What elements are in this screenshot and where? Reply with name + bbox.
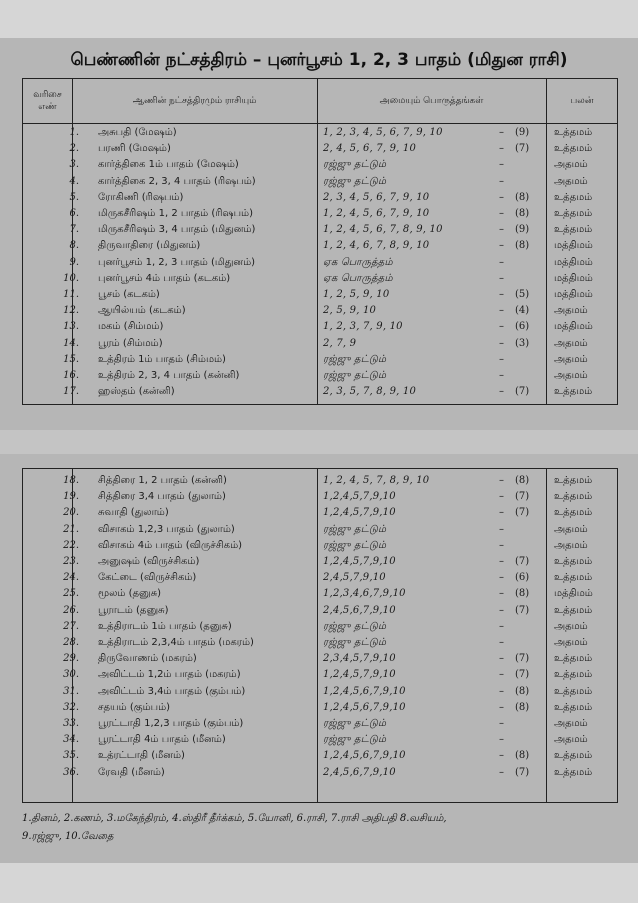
row-number: 23. — [63, 556, 79, 567]
row-star: கார்த்திகை 2, 3, 4 பாதம் (ரிஷபம்) — [98, 175, 256, 187]
row-star: விசாகம் 4ம் பாதம் (விருச்சிகம்) — [98, 539, 243, 551]
row-result: அதமம் — [554, 353, 588, 365]
table-row — [23, 190, 617, 206]
row-result: அதமம் — [554, 637, 588, 648]
row-result: உத்தமம் — [554, 750, 593, 762]
row-result: உத்தமம் — [554, 475, 593, 486]
row-star: உத்திராடம் 2,3,4ம் பாதம் (மகரம்) — [98, 637, 254, 648]
row-number: 21. — [63, 523, 79, 535]
row-number: 27. — [63, 620, 79, 632]
row-number: 7. — [69, 224, 79, 236]
row-number: 34. — [63, 734, 79, 746]
row-result: உத்தமம் — [554, 143, 593, 155]
row-match: 1, 2, 4, 5, 6, 7, 9, 10 — [323, 208, 430, 219]
row-count: (8) — [515, 208, 530, 219]
row-star: மிருகசீரிஷம் 1, 2 பாதம் (ரிஷபம்) — [98, 208, 254, 219]
row-match: 2,4,5,6,7,9,10 — [323, 604, 396, 616]
row-count: (8) — [515, 750, 530, 762]
row-match: ரஜ்ஜு தட்டும் — [323, 734, 387, 746]
row-match: 1,2,4,5,7,9,10 — [323, 507, 396, 519]
table-row — [23, 554, 617, 570]
table-row — [23, 635, 617, 651]
row-number: 31. — [63, 685, 79, 697]
row-star: உத்ரட்டாதி (மீனம்) — [98, 750, 185, 762]
row-result: அதமம் — [554, 718, 588, 729]
row-result: உத்தமம் — [554, 653, 593, 665]
row-match: ரஜ்ஜு தட்டும் — [323, 620, 387, 632]
row-count: (7) — [515, 669, 530, 681]
table-row — [23, 141, 617, 157]
row-dash: – — [499, 523, 504, 535]
row-match: ஏக பொருத்தம் — [323, 256, 393, 268]
row-match: 1,2,4,5,6,7,9,10 — [323, 750, 406, 762]
row-result: அதமம் — [554, 305, 588, 317]
table-row — [23, 586, 617, 602]
row-star: ரேவதி (மீனம்) — [98, 766, 165, 778]
table-header — [23, 79, 617, 124]
row-star: பூரட்டாதி 4ம் பாதம் (மீனம்) — [98, 734, 226, 746]
row-result: மத்திமம் — [554, 240, 593, 252]
row-result: உத்தமம் — [554, 191, 593, 203]
row-dash: – — [499, 491, 504, 503]
row-count: (7) — [515, 507, 530, 519]
row-result: மத்திமம் — [554, 256, 593, 268]
row-count: (6) — [515, 321, 530, 333]
header-result: பலன் — [570, 96, 594, 106]
row-count: (8) — [515, 475, 530, 486]
row-count: (7) — [515, 386, 530, 398]
table-row — [23, 157, 617, 173]
header-no: வரிசை எண் — [33, 90, 62, 112]
row-count: (7) — [515, 604, 530, 616]
row-dash: – — [499, 321, 504, 333]
row-dash: – — [499, 669, 504, 681]
row-match: 2, 3, 4, 5, 6, 7, 9, 10 — [323, 191, 430, 203]
row-star: பூரம் (சிம்மம்) — [98, 337, 163, 349]
row-match: 1, 2, 3, 4, 5, 6, 7, 9, 10 — [323, 127, 443, 138]
row-star: கார்த்திகை 1ம் பாதம் (மேஷம்) — [98, 159, 239, 171]
row-dash: – — [499, 750, 504, 762]
row-count: (7) — [515, 491, 530, 503]
table-row — [23, 522, 617, 538]
row-count: (8) — [515, 588, 530, 600]
row-count: (5) — [515, 289, 530, 300]
row-result: அதமம் — [554, 337, 588, 349]
row-number: 24. — [63, 572, 79, 584]
row-number: 33. — [63, 718, 79, 729]
table-row — [23, 667, 617, 683]
row-dash: – — [499, 175, 504, 187]
row-result: உத்தமம் — [554, 685, 593, 697]
row-match: ஏக பொருத்தம் — [323, 272, 393, 284]
row-count: (8) — [515, 701, 530, 713]
row-result: உத்தமம் — [554, 556, 593, 567]
table-row — [23, 303, 617, 319]
row-result: அதமம் — [554, 523, 588, 535]
row-dash: – — [499, 289, 504, 300]
table-row — [23, 222, 617, 238]
table-row — [23, 570, 617, 586]
row-match: 2, 3, 5, 7, 8, 9, 10 — [323, 386, 417, 398]
row-result: உத்தமம் — [554, 224, 593, 236]
row-number: 18. — [63, 475, 79, 486]
row-match: ரஜ்ஜு தட்டும் — [323, 353, 387, 365]
row-match: 1, 2, 5, 9, 10 — [323, 289, 390, 300]
row-count: (8) — [515, 240, 530, 252]
row-result: உத்தமம் — [554, 507, 593, 519]
table-row — [23, 206, 617, 222]
row-dash: – — [499, 353, 504, 365]
row-dash: – — [499, 208, 504, 219]
row-match: 2, 4, 5, 6, 7, 9, 10 — [323, 143, 417, 155]
row-number: 26. — [63, 604, 79, 616]
table-row — [23, 765, 617, 781]
row-match: 1,2,3,4,6,7,9,10 — [323, 588, 406, 600]
row-result: உத்தமம் — [554, 127, 593, 138]
row-star: சதயம் (கும்பம்) — [98, 701, 171, 713]
table-bottom — [22, 468, 618, 803]
row-star: மகம் (சிம்மம்) — [98, 321, 164, 333]
row-result: உத்தமம் — [554, 701, 593, 713]
row-dash: – — [499, 653, 504, 665]
row-match: 1, 2, 4, 5, 7, 8, 9, 10 — [323, 475, 430, 486]
row-number: 1. — [69, 127, 79, 138]
row-star: புனர்பூசம் 1, 2, 3 பாதம் (மிதுனம்) — [98, 256, 256, 268]
row-star: புனர்பூசம் 4ம் பாதம் (கடகம்) — [98, 272, 231, 284]
row-result: அதமம் — [554, 734, 588, 746]
row-dash: – — [499, 637, 504, 648]
row-dash: – — [499, 370, 504, 381]
table-row — [23, 287, 617, 303]
row-number: 12. — [63, 305, 79, 317]
row-number: 6. — [69, 208, 79, 219]
row-match: 2,4,5,7,9,10 — [323, 572, 386, 584]
row-match: 1, 2, 4, 6, 7, 8, 9, 10 — [323, 240, 430, 252]
row-number: 30. — [63, 669, 79, 681]
row-star: பூரட்டாதி 1,2,3 பாதம் (கும்பம்) — [98, 718, 244, 729]
page-title: பெண்ணின் நட்சத்திரம் – புனர்பூசம் 1, 2, 3 பாதம் (மிதுன ராசி) — [70, 50, 568, 70]
row-star: பூசம் (கடகம்) — [98, 289, 160, 300]
row-star: மூலம் (தனுசு) — [98, 588, 162, 600]
table-row — [23, 716, 617, 732]
row-star: ஆயில்யம் (கடகம்) — [98, 305, 186, 317]
row-result: மத்திமம் — [554, 321, 593, 333]
table-row — [23, 619, 617, 635]
footer-legend — [22, 810, 622, 846]
row-number: 16. — [63, 370, 79, 381]
row-dash: – — [499, 386, 504, 398]
table-row — [23, 336, 617, 352]
row-match: 1, 2, 3, 7, 9, 10 — [323, 321, 403, 333]
row-dash: – — [499, 475, 504, 486]
row-dash: – — [499, 572, 504, 584]
row-result: அதமம் — [554, 620, 588, 632]
row-count: (7) — [515, 653, 530, 665]
footer-line-2: 9.ரஜ்ஜு, 10.வேதை — [22, 831, 114, 842]
table-row — [23, 489, 617, 505]
row-result: மத்திமம் — [554, 272, 593, 284]
table-row — [23, 238, 617, 254]
row-star: திருவோணம் (மகரம்) — [98, 653, 197, 665]
row-dash: – — [499, 604, 504, 616]
row-count: (9) — [515, 127, 530, 138]
row-star: உத்திரம் 1ம் பாதம் (சிம்மம்) — [98, 353, 226, 365]
footer-line-1: 1.தினம், 2.கணம், 3.மகேந்திரம், 4.ஸ்திரீ தீர்க்கம், 5.யோனி, 6.ராசி, 7.ராசி அதிபதி 8.வசியம், — [22, 813, 447, 824]
row-number: 14. — [63, 337, 79, 349]
row-dash: – — [499, 685, 504, 697]
table-row — [23, 473, 617, 489]
table-row — [23, 748, 617, 764]
row-number: 28. — [63, 637, 79, 648]
header-match: அமையும் பொருத்தங்கள் — [379, 96, 484, 106]
row-count: (9) — [515, 224, 530, 236]
row-count: (8) — [515, 685, 530, 697]
row-result: உத்தமம் — [554, 572, 593, 584]
row-dash: – — [499, 507, 504, 519]
row-star: உத்திரம் 2, 3, 4 பாதம் (கன்னி) — [98, 370, 240, 381]
row-dash: – — [499, 337, 504, 349]
row-number: 8. — [69, 240, 79, 252]
row-dash: – — [499, 539, 504, 551]
row-count: (7) — [515, 143, 530, 155]
row-star: சித்திரை 3,4 பாதம் (துலாம்) — [98, 491, 226, 503]
row-number: 20. — [63, 507, 79, 519]
row-number: 17. — [63, 386, 79, 398]
row-number: 32. — [63, 701, 79, 713]
row-result: உத்தமம் — [554, 491, 593, 503]
row-dash: – — [499, 159, 504, 171]
table-row — [23, 700, 617, 716]
row-result: உத்தமம் — [554, 669, 593, 681]
row-match: 1,2,4,5,7,9,10 — [323, 669, 396, 681]
table-row — [23, 368, 617, 384]
row-star: பூராடம் (தனுசு) — [98, 604, 169, 616]
table-row — [23, 271, 617, 287]
row-dash: – — [499, 588, 504, 600]
page-fold-gap — [0, 430, 638, 454]
table-row — [23, 651, 617, 667]
row-dash: – — [499, 718, 504, 729]
row-number: 29. — [63, 653, 79, 665]
row-dash: – — [499, 701, 504, 713]
row-star: கேட்டை (விருச்சிகம்) — [98, 572, 197, 584]
table-row — [23, 684, 617, 700]
row-number: 9. — [69, 256, 79, 268]
row-result: உத்தமம் — [554, 208, 593, 219]
row-result: உத்தமம் — [554, 766, 593, 778]
row-match: ரஜ்ஜு தட்டும் — [323, 637, 387, 648]
row-number: 11. — [63, 289, 79, 300]
row-dash: – — [499, 143, 504, 155]
row-result: அதமம் — [554, 159, 588, 171]
row-match: ரஜ்ஜு தட்டும் — [323, 175, 387, 187]
row-star: சுவாதி (துலாம்) — [98, 507, 169, 519]
row-match: 1,2,4,5,7,9,10 — [323, 491, 396, 503]
row-number: 22. — [63, 539, 79, 551]
row-count: (6) — [515, 572, 530, 584]
row-match: 2, 7, 9 — [323, 337, 357, 349]
row-result: மத்திமம் — [554, 588, 593, 600]
table-row — [23, 603, 617, 619]
row-number: 3. — [69, 159, 79, 171]
row-count: (7) — [515, 766, 530, 778]
row-dash: – — [499, 556, 504, 567]
row-star: உத்திராடம் 1ம் பாதம் (தனுசு) — [98, 620, 232, 632]
table-row — [23, 174, 617, 190]
row-star: திருவாதிரை (மிதுனம்) — [98, 240, 201, 252]
row-dash: – — [499, 191, 504, 203]
table-row — [23, 538, 617, 554]
row-star: அனுஷம் (விருச்சிகம்) — [98, 556, 200, 567]
row-count: (7) — [515, 556, 530, 567]
row-dash: – — [499, 127, 504, 138]
row-match: ரஜ்ஜு தட்டும் — [323, 539, 387, 551]
row-star: பரணி (மேஷம்) — [98, 143, 171, 155]
row-result: அதமம் — [554, 370, 588, 381]
row-number: 5. — [69, 191, 79, 203]
table-row — [23, 125, 617, 141]
row-number: 25. — [63, 588, 79, 600]
row-dash: – — [499, 256, 504, 268]
row-star: சித்திரை 1, 2 பாதம் (கன்னி) — [98, 475, 227, 486]
row-match: ரஜ்ஜு தட்டும் — [323, 718, 387, 729]
row-number: 13. — [63, 321, 79, 333]
table-row — [23, 505, 617, 521]
row-dash: – — [499, 305, 504, 317]
row-count: (4) — [515, 305, 530, 317]
row-result: உத்தமம் — [554, 386, 593, 398]
row-number: 2. — [69, 143, 79, 155]
row-number: 10. — [63, 272, 79, 284]
row-dash: – — [499, 620, 504, 632]
row-match: ரஜ்ஜு தட்டும் — [323, 523, 387, 535]
row-dash: – — [499, 224, 504, 236]
row-number: 15. — [63, 353, 79, 365]
table-row — [23, 255, 617, 271]
table-row — [23, 732, 617, 748]
row-match: 1,2,4,5,7,9,10 — [323, 556, 396, 567]
row-dash: – — [499, 766, 504, 778]
row-result: அதமம் — [554, 539, 588, 551]
row-number: 4. — [69, 175, 79, 187]
row-star: ரோகிணி (ரிஷபம்) — [98, 191, 184, 203]
row-result: மத்திமம் — [554, 289, 593, 300]
row-star: அவிட்டம் 1,2ம் பாதம் (மகரம்) — [98, 669, 241, 681]
row-dash: – — [499, 240, 504, 252]
row-match: 1,2,4,5,6,7,9,10 — [323, 701, 406, 713]
row-match: 2, 5, 9, 10 — [323, 305, 377, 317]
row-star: அவிட்டம் 3,4ம் பாதம் (கும்பம்) — [98, 685, 246, 697]
row-number: 36. — [63, 766, 79, 778]
row-match: ரஜ்ஜு தட்டும் — [323, 370, 387, 381]
row-star: ஹஸ்தம் (கன்னி) — [98, 386, 175, 398]
table-row — [23, 384, 617, 400]
row-result: உத்தமம் — [554, 604, 593, 616]
row-dash: – — [499, 272, 504, 284]
row-dash: – — [499, 734, 504, 746]
row-count: (3) — [515, 337, 530, 349]
row-match: 1,2,4,5,6,7,9,10 — [323, 685, 406, 697]
header-star: ஆணின் நட்சத்திரமும் ராசியும் — [132, 96, 257, 106]
table-top — [22, 78, 618, 405]
row-match: ரஜ்ஜு தட்டும் — [323, 159, 387, 171]
row-match: 1, 2, 4, 5, 6, 7, 8, 9, 10 — [323, 224, 443, 236]
row-star: அசுபதி (மேஷம்) — [98, 127, 177, 138]
row-star: விசாகம் 1,2,3 பாதம் (துலாம்) — [98, 523, 235, 535]
row-match: 2,4,5,6,7,9,10 — [323, 766, 396, 778]
row-number: 35. — [63, 750, 79, 762]
row-count: (8) — [515, 191, 530, 203]
row-star: மிருகசீரிஷம் 3, 4 பாதம் (மிதுனம்) — [98, 224, 256, 236]
table-row — [23, 319, 617, 335]
row-match: 2,3,4,5,7,9,10 — [323, 653, 396, 665]
row-result: அதமம் — [554, 175, 588, 187]
row-number: 19. — [63, 491, 79, 503]
table-row — [23, 352, 617, 368]
